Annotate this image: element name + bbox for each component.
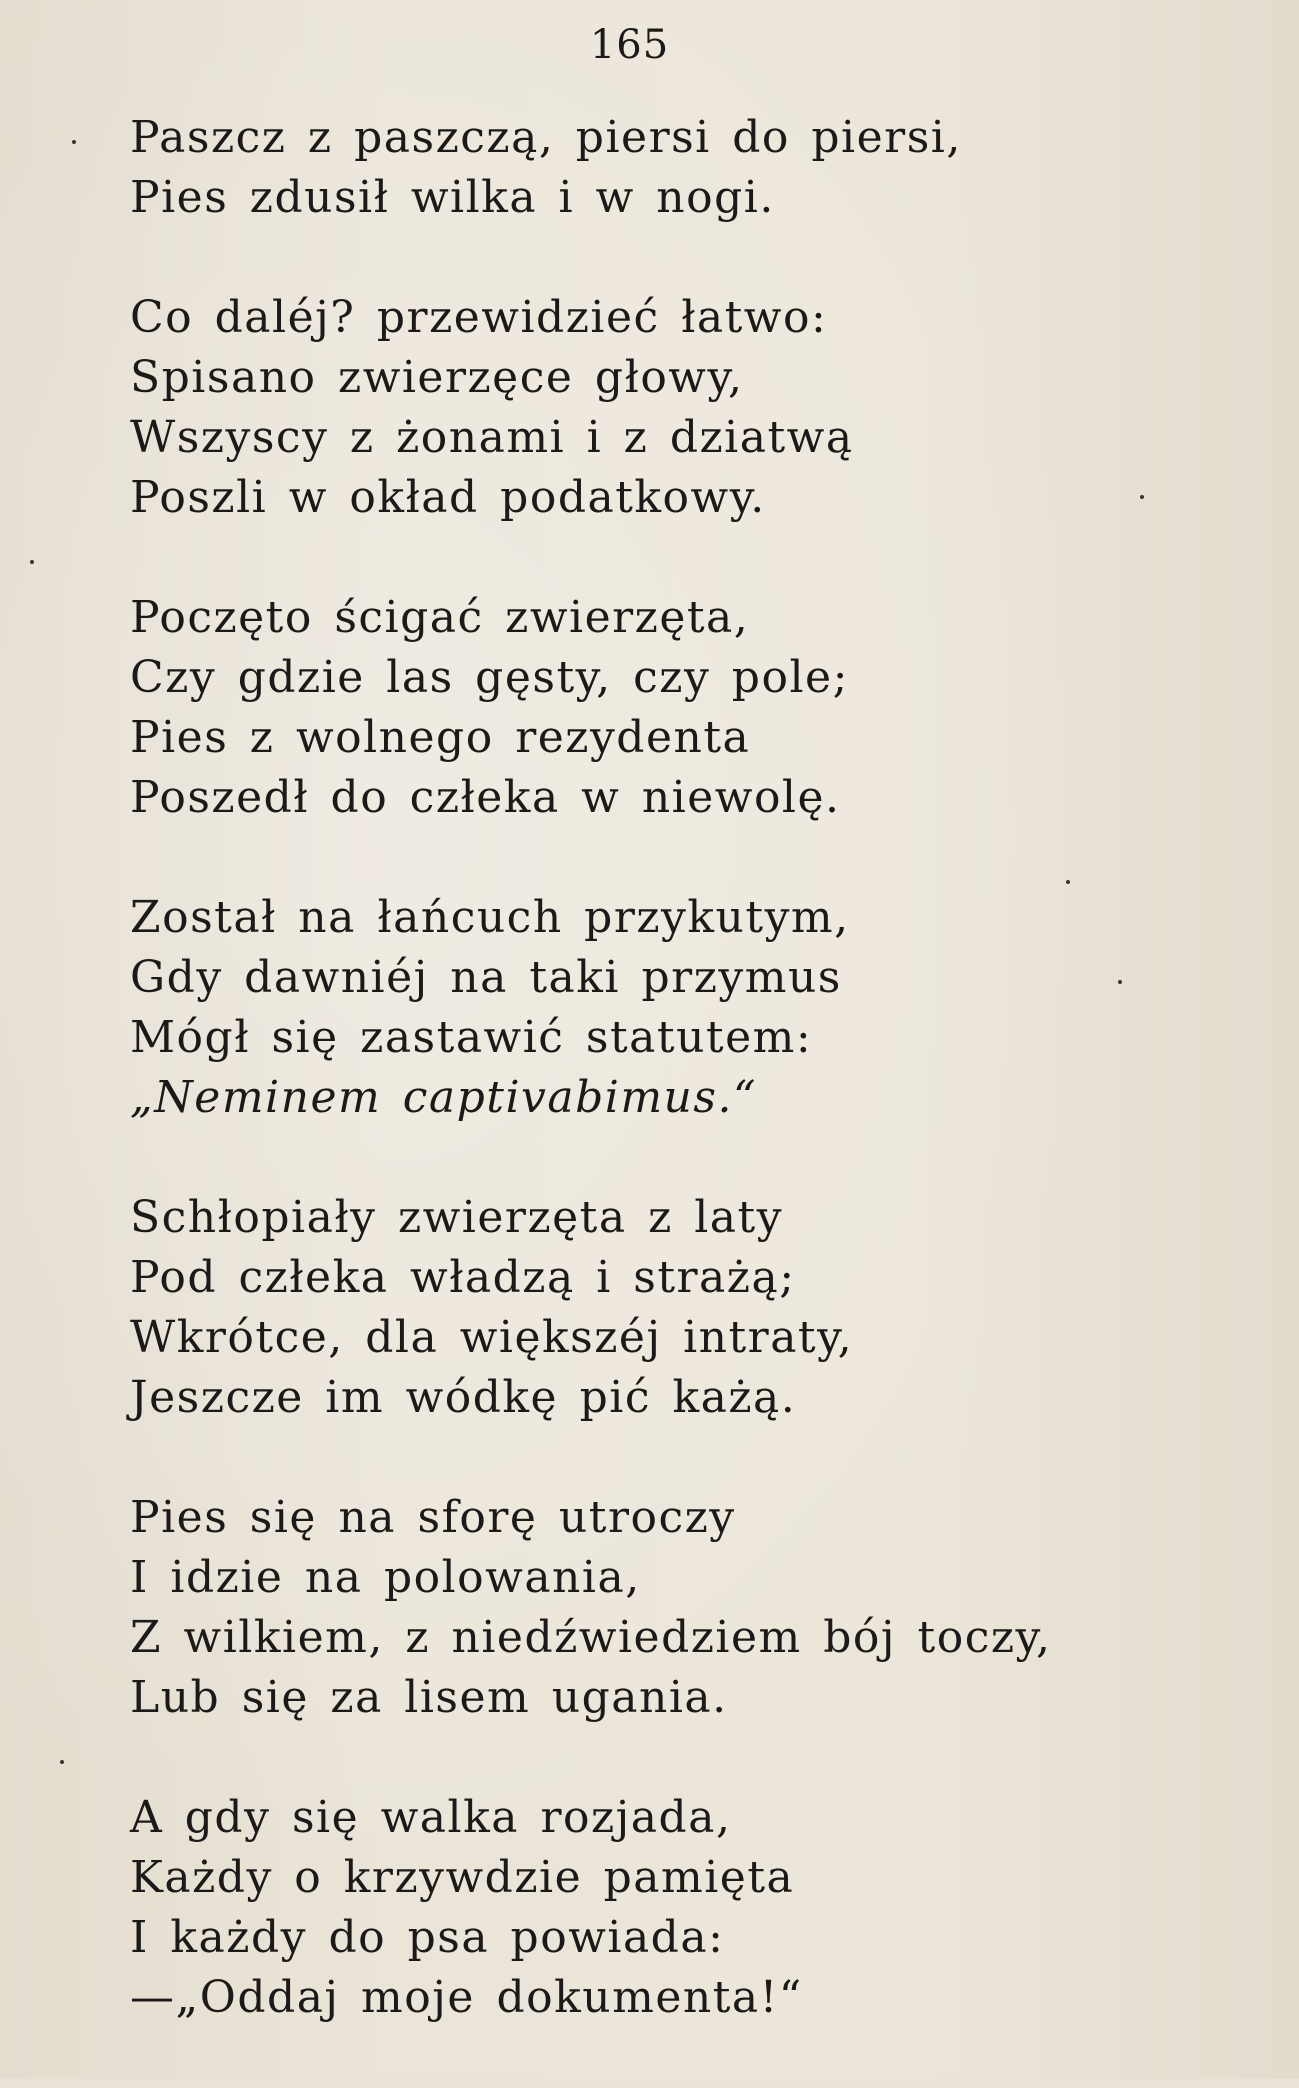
poem-line: Poszedł do człeka w niewolę. [130, 772, 841, 823]
poem-line: I każdy do psa powiada: [130, 1912, 725, 1963]
poem-line-latin-quote: „Neminem captivabimus.“ [130, 1072, 757, 1123]
stanza [130, 1188, 1190, 1428]
stanza [130, 588, 1190, 828]
poem [130, 108, 1190, 2088]
poem-line: Wkrótce, dla większéj intraty, [130, 1312, 854, 1363]
stanza [130, 888, 1190, 1128]
paper-speck [72, 140, 76, 144]
poem-line: Pies zdusił wilka i w nogi. [130, 172, 775, 223]
paper-speck [1066, 880, 1070, 884]
poem-line: Jeszcze im wódkę pić każą. [130, 1372, 797, 1423]
paper-speck [1140, 495, 1144, 499]
page-number: 165 [589, 22, 670, 68]
poem-line: Czy gdzie las gęsty, czy pole; [130, 652, 849, 703]
poem-line: I idzie na polowania, [130, 1552, 641, 1603]
paper-speck [60, 1760, 64, 1764]
poem-line: Każdy o krzywdzie pamięta [130, 1852, 795, 1903]
poem-line: Został na łańcuch przykutym, [130, 892, 850, 943]
poem-line: Gdy dawniéj na taki przymus [130, 952, 842, 1003]
poem-line: Lub się za lisem ugania. [130, 1672, 728, 1723]
stanza [130, 1788, 1190, 2028]
poem-line: Schłopiały zwierzęta z laty [130, 1192, 784, 1243]
poem-line: Paszcz z paszczą, piersi do piersi, [130, 112, 962, 163]
poem-line: Co daléj? przewidzieć łatwo: [130, 292, 828, 343]
stanza [130, 1488, 1190, 1728]
poem-line: —„Oddaj moje dokumenta!“ [130, 1972, 803, 2023]
poem-line: Poszli w okład podatkowy. [130, 472, 766, 523]
poem-line: Z wilkiem, z niedźwiedziem bój toczy, [130, 1612, 1052, 1663]
poem-line: Pies się na sforę utroczy [130, 1492, 736, 1543]
poem-line: Pies z wolnego rezydenta [130, 712, 751, 763]
paper-speck [30, 560, 34, 564]
poem-line: Wszyscy z żonami i z dziatwą [130, 412, 854, 463]
poem-line: Pod człeka władzą i strażą; [130, 1252, 796, 1303]
stanza [130, 288, 1190, 528]
poem-line: A gdy się walka rozjada, [130, 1792, 732, 1843]
poem-line: Poczęto ścigać zwierzęta, [130, 592, 750, 643]
poem-line: Spisano zwierzęce głowy, [130, 352, 744, 403]
paper-speck [1118, 980, 1122, 984]
poem-line: Mógł się zastawić statutem: [130, 1012, 813, 1063]
stanza [130, 108, 1190, 228]
